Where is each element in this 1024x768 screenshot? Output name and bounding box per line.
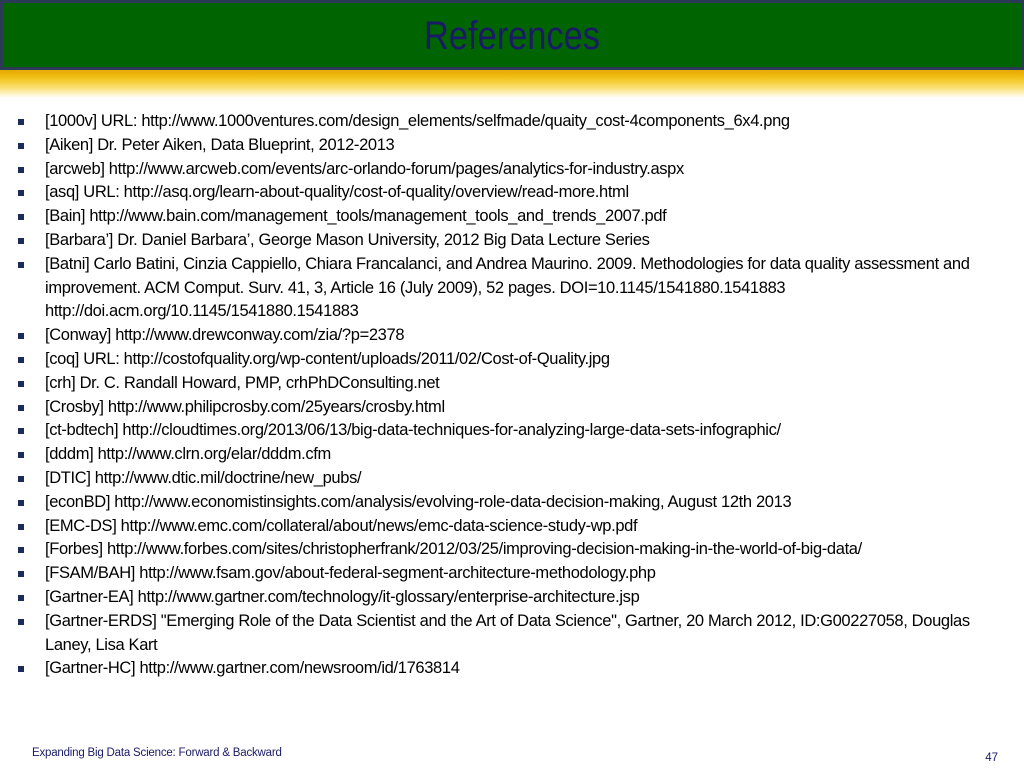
reference-item <box>18 443 1008 467</box>
reference-text: [Aiken] Dr. Peter Aiken, Data Blueprint, 2012-2013 <box>45 135 395 154</box>
reference-item <box>18 253 1008 324</box>
reference-text: [FSAM/BAH] http://www.fsam.gov/about-federal-segment-architecture-methodology.php <box>45 564 656 583</box>
reference-text: [Gartner-EA] http://www.gartner.com/technology/it-glossary/enterprise-architecture.jsp <box>45 587 640 606</box>
reference-text: [econBD] http://www.economistinsights.com/analysis/evolving-role-data-decision-making, August 12th 2013 <box>45 492 792 511</box>
reference-item <box>18 158 1008 182</box>
reference-item <box>18 562 1008 586</box>
reference-item <box>18 491 1008 515</box>
reference-text: [1000v] URL: http://www.1000ventures.com/design_elements/selfmade/quaity_cost-4components_6x4.png <box>45 112 790 130</box>
footer-text: Expanding Big Data Science: Forward & Backward <box>32 747 282 759</box>
reference-item <box>18 419 1008 443</box>
square-bullet-icon <box>18 452 24 458</box>
square-bullet-icon <box>18 381 24 387</box>
reference-item <box>18 324 1008 348</box>
square-bullet-icon <box>18 167 24 173</box>
square-bullet-icon <box>18 476 24 482</box>
square-bullet-icon <box>18 214 24 220</box>
reference-item <box>18 657 1008 681</box>
square-bullet-icon <box>18 357 24 363</box>
reference-text: [Bain] http://www.bain.com/management_tools/management_tools_and_trends_2007.pdf <box>45 207 667 226</box>
reference-text: [Gartner-HC] http://www.gartner.com/newsroom/id/1763814 <box>45 659 460 678</box>
square-bullet-icon <box>18 333 24 339</box>
square-bullet-icon <box>18 143 24 149</box>
reference-item <box>18 372 1008 396</box>
reference-text: [DTIC] http://www.dtic.mil/doctrine/new_pubs/ <box>45 468 362 487</box>
reference-text: [Conway] http://www.drewconway.com/zia/?p=2378 <box>45 326 405 345</box>
square-bullet-icon <box>18 500 24 506</box>
reference-item <box>18 229 1008 253</box>
reference-item <box>18 467 1008 491</box>
square-bullet-icon <box>18 405 24 411</box>
accent-band <box>0 70 1024 98</box>
page-number: 47 <box>985 752 998 764</box>
reference-text: [Forbes] http://www.forbes.com/sites/christopherfrank/2012/03/25/improving-decision-making-in-the-world-of-big-data/ <box>45 540 862 559</box>
square-bullet-icon <box>18 428 24 434</box>
reference-item <box>18 610 1008 658</box>
reference-text: [Batni] Carlo Batini, Cinzia Cappiello, Chiara Francalanci, and Andrea Maurino. 2009. Methodologies for data quality assessment and improvement. ACM Comput. Surv. 41, 3, Article 16 (July 2009), 52 pages. DOI=10.1145/1541880.1541883 http://doi.acm.org/10.1145/1541880.1541883 <box>45 254 970 321</box>
reference-item <box>18 348 1008 372</box>
reference-text: [Crosby] http://www.philipcrosby.com/25years/crosby.html <box>45 397 445 416</box>
reference-item <box>18 181 1008 205</box>
reference-text: [asq] URL: http://asq.org/learn-about-quality/cost-of-quality/overview/read-more.html <box>45 183 629 202</box>
square-bullet-icon <box>18 524 24 530</box>
reference-item <box>18 538 1008 562</box>
reference-item <box>18 205 1008 229</box>
square-bullet-icon <box>18 571 24 577</box>
reference-item <box>18 396 1008 420</box>
reference-text: [coq] URL: http://costofquality.org/wp-content/uploads/2011/02/Cost-of-Quality.jpg <box>45 349 610 368</box>
reference-item <box>18 110 1008 134</box>
reference-text: [Gartner-ERDS] "Emerging Role of the Data Scientist and the Art of Data Science", Gartner, 20 March 2012, ID:G00227058, Douglas Laney, Lisa Kart <box>45 611 970 654</box>
square-bullet-icon <box>18 262 24 268</box>
reference-text: [arcweb] http://www.arcweb.com/events/arc-orlando-forum/pages/analytics-for-industry.aspx <box>45 159 684 178</box>
reference-list <box>18 110 1008 681</box>
square-bullet-icon <box>18 119 24 125</box>
slide-title: References <box>424 14 600 58</box>
reference-text: [crh] Dr. C. Randall Howard, PMP, crhPhDConsulting.net <box>45 373 440 392</box>
reference-text: [EMC-DS] http://www.emc.com/collateral/about/news/emc-data-science-study-wp.pdf <box>45 516 638 535</box>
reference-item <box>18 134 1008 158</box>
square-bullet-icon <box>18 547 24 553</box>
title-bar <box>0 0 1024 70</box>
reference-text: [dddm] http://www.clrn.org/elar/dddm.cfm <box>45 445 331 464</box>
reference-item <box>18 515 1008 539</box>
reference-item <box>18 586 1008 610</box>
square-bullet-icon <box>18 595 24 601</box>
square-bullet-icon <box>18 619 24 625</box>
square-bullet-icon <box>18 190 24 196</box>
square-bullet-icon <box>18 666 24 672</box>
reference-text: [Barbara’] Dr. Daniel Barbara’, George Mason University, 2012 Big Data Lecture Series <box>45 230 650 249</box>
square-bullet-icon <box>18 238 24 244</box>
reference-text: [ct-bdtech] http://cloudtimes.org/2013/06/13/big-data-techniques-for-analyzing-large-data-sets-infographic/ <box>45 421 781 440</box>
